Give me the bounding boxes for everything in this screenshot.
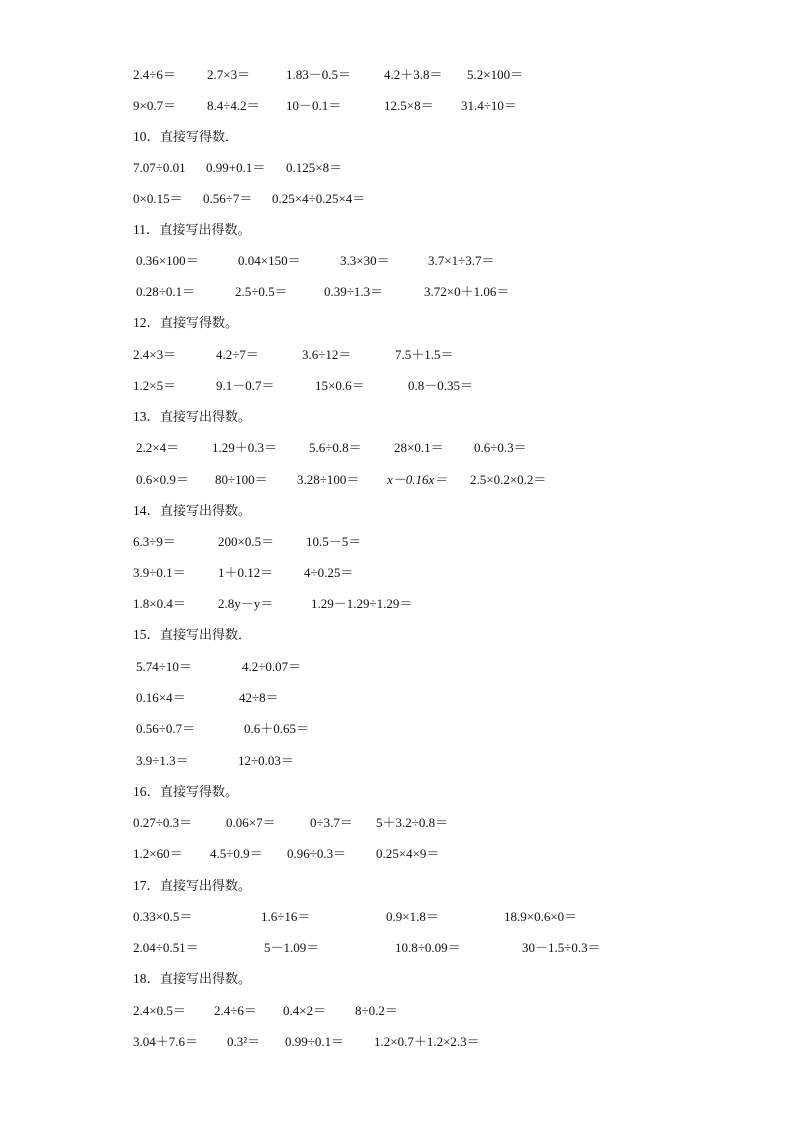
problem-row — [0, 282, 794, 302]
problem: 4÷0.25＝ — [304, 565, 354, 580]
problem: 31.4÷10＝ — [461, 98, 517, 113]
question-title: 直接写得数。 — [160, 785, 239, 800]
problem-row — [0, 1032, 794, 1052]
problem: 0.16×4＝ — [136, 690, 186, 705]
problem: 5－1.09＝ — [264, 940, 320, 955]
problem-row — [0, 751, 794, 771]
problem: 3.7×1÷3.7＝ — [428, 253, 495, 268]
question-title: 直接写得数． — [160, 130, 239, 145]
question-number: 13． — [133, 409, 160, 424]
problem: 4.2＋3.8＝ — [384, 67, 443, 82]
problem: 18.9×0.6×0＝ — [504, 909, 578, 924]
problem-row — [0, 532, 794, 552]
question-number: 14． — [133, 503, 160, 518]
problem-row — [0, 96, 794, 116]
problem: 10.8÷0.09＝ — [395, 940, 461, 955]
question-number: 11． — [133, 222, 160, 237]
problem: 4.5÷0.9＝ — [210, 846, 263, 861]
problem: 30－1.5÷0.3＝ — [522, 940, 601, 955]
problem-row — [0, 907, 794, 927]
problem: 8÷0.2＝ — [355, 1003, 398, 1018]
problem-row — [0, 438, 794, 458]
question-heading — [0, 407, 794, 427]
question-title: 直接写出得数。 — [159, 223, 251, 238]
problem: 0.99÷0.1＝ — [285, 1034, 345, 1049]
problem: 3.9÷1.3＝ — [136, 753, 189, 768]
question-title: 直接写出得数。 — [160, 410, 252, 425]
problem: 3.9÷0.1＝ — [133, 565, 186, 580]
problem-row — [0, 189, 794, 209]
problem: 8.4÷4.2＝ — [207, 98, 260, 113]
problem-row — [0, 719, 794, 739]
problem: 0.06×7＝ — [226, 815, 276, 830]
problem: 0.96÷0.3＝ — [287, 846, 347, 861]
problem-row — [0, 1001, 794, 1021]
problem-row — [0, 563, 794, 583]
problem-row — [0, 938, 794, 958]
problem: 0.27÷0.3＝ — [133, 815, 193, 830]
problem-row — [0, 594, 794, 614]
problem-row — [0, 688, 794, 708]
question-title: 直接写得数。 — [160, 316, 239, 331]
problem: x－0.16x＝ — [387, 472, 448, 487]
question-heading — [0, 969, 794, 989]
problem: 1.6÷16＝ — [261, 909, 311, 924]
problem-row — [0, 813, 794, 833]
problem: 2.8y－y＝ — [218, 596, 274, 611]
problem: 0.8－0.35＝ — [408, 378, 474, 393]
problem: 2.4×3＝ — [133, 347, 177, 362]
problem: 1.2×5＝ — [133, 378, 177, 393]
problem: 28×0.1＝ — [394, 440, 444, 455]
problem-row — [0, 376, 794, 396]
problem: 200×0.5＝ — [218, 534, 275, 549]
question-number: 17． — [133, 878, 160, 893]
problem: 2.5×0.2×0.2＝ — [470, 472, 547, 487]
problem: 1.29＋0.3＝ — [212, 440, 278, 455]
question-heading — [0, 127, 794, 147]
problem: 0×0.15＝ — [133, 191, 183, 206]
question-heading — [0, 220, 794, 240]
question-number: 10． — [133, 129, 160, 144]
problem: 1.8×0.4＝ — [133, 596, 186, 611]
problem: 3.3×30＝ — [340, 253, 390, 268]
problem: 4.2÷0.07＝ — [242, 659, 302, 674]
question-number: 12． — [133, 315, 160, 330]
problem: 0.9×1.8＝ — [386, 909, 439, 924]
problem: 9×0.7＝ — [133, 98, 177, 113]
problem-row — [0, 657, 794, 677]
problem: 1.2×60＝ — [133, 846, 183, 861]
question-number: 16． — [133, 784, 160, 799]
question-title: 直接写出得数。 — [160, 879, 252, 894]
problem: 80÷100＝ — [215, 472, 268, 487]
problem: 0.36×100＝ — [136, 253, 199, 268]
problem: 0.56÷0.7＝ — [136, 721, 196, 736]
problem: 42÷8＝ — [239, 690, 279, 705]
problem: 5.74÷10＝ — [136, 659, 192, 674]
problem: 9.1－0.7＝ — [216, 378, 275, 393]
problem: 2.7×3＝ — [207, 67, 251, 82]
problem: 0.04×150＝ — [238, 253, 301, 268]
problem: 0.56÷7＝ — [203, 191, 253, 206]
problem: 10.5－5＝ — [306, 534, 362, 549]
problem: 0.4×2＝ — [283, 1003, 327, 1018]
problem: 1＋0.12＝ — [218, 565, 274, 580]
problem: 0.6÷0.3＝ — [474, 440, 527, 455]
problem: 0.125×8＝ — [286, 160, 343, 175]
problem: 1.29－1.29÷1.29＝ — [311, 596, 413, 611]
problem: 6.3÷9＝ — [133, 534, 176, 549]
question-heading — [0, 782, 794, 802]
problem: 12.5×8＝ — [384, 98, 434, 113]
problem-row — [0, 345, 794, 365]
problem: 2.4×0.5＝ — [133, 1003, 186, 1018]
question-heading — [0, 501, 794, 521]
problem: 0.3²＝ — [227, 1034, 261, 1049]
problem: 0.28÷0.1＝ — [136, 284, 196, 299]
question-title: 直接写出得数． — [160, 628, 252, 643]
problem: 2.4÷6＝ — [133, 67, 176, 82]
problem: 0.33×0.5＝ — [133, 909, 193, 924]
problem: 1.83－0.5＝ — [286, 67, 352, 82]
problem: 1.2×0.7＋1.2×2.3＝ — [374, 1034, 480, 1049]
problem: 0.99+0.1＝ — [206, 160, 266, 175]
question-heading — [0, 313, 794, 333]
problem: 7.5＋1.5＝ — [395, 347, 454, 362]
problem: 2.5÷0.5＝ — [235, 284, 288, 299]
problem: 5.2×100＝ — [467, 67, 524, 82]
problem: 3.72×0＋1.06＝ — [424, 284, 510, 299]
problem-row — [0, 158, 794, 178]
problem-row — [0, 65, 794, 85]
question-heading — [0, 876, 794, 896]
problem-row — [0, 844, 794, 864]
question-title: 直接写出得数。 — [160, 504, 252, 519]
problem: 0.39÷1.3＝ — [324, 284, 384, 299]
problem: 0÷3.7＝ — [310, 815, 353, 830]
question-heading — [0, 625, 794, 645]
question-number: 15． — [133, 627, 160, 642]
question-number: 18． — [133, 971, 160, 986]
problem: 5.6÷0.8＝ — [309, 440, 362, 455]
problem: 3.28÷100＝ — [297, 472, 360, 487]
problem: 0.6＋0.65＝ — [244, 721, 310, 736]
problem: 0.6×0.9＝ — [136, 472, 189, 487]
problem: 0.25×4×9＝ — [376, 846, 440, 861]
problem: 15×0.6＝ — [315, 378, 365, 393]
problem: 3.6÷12＝ — [302, 347, 352, 362]
problem: 0.25×4÷0.25×4＝ — [272, 191, 366, 206]
problem-row — [0, 251, 794, 271]
problem-row — [0, 470, 794, 490]
problem: 2.04÷0.51＝ — [133, 940, 199, 955]
problem: 7.07÷0.01 — [133, 160, 186, 175]
problem: 10－0.1＝ — [286, 98, 342, 113]
problem: 3.04＋7.6＝ — [133, 1034, 199, 1049]
problem: 2.4÷6＝ — [214, 1003, 257, 1018]
problem: 12÷0.03＝ — [238, 753, 294, 768]
problem: 5＋3.2÷0.8＝ — [376, 815, 449, 830]
problem: 4.2÷7＝ — [216, 347, 259, 362]
question-title: 直接写出得数。 — [160, 972, 252, 987]
problem: 2.2×4＝ — [136, 440, 180, 455]
